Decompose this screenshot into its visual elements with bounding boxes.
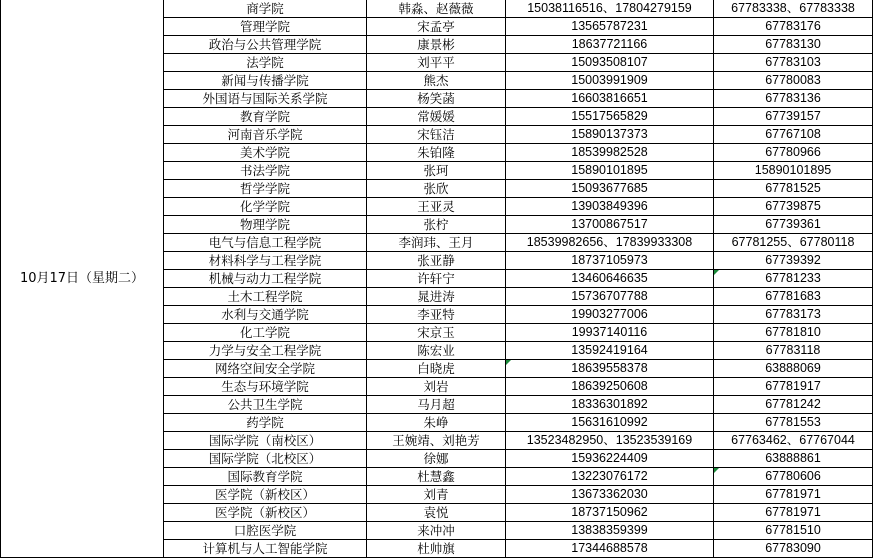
- mobile-cell-text: 13592419164: [571, 343, 648, 357]
- office-phone-cell: [714, 378, 873, 396]
- contact-cell-text: 韩淼、赵薇薇: [398, 1, 474, 16]
- college-cell-text: 化工学院: [239, 325, 290, 340]
- college-cell-text: 材料科学与工程学院: [208, 253, 322, 268]
- contact-cell-text: 杨笑菡: [417, 91, 455, 106]
- mobile-cell: [506, 270, 714, 288]
- contact-cell-text: 刘平平: [417, 55, 455, 70]
- contact-cell-text: 来冲冲: [417, 523, 455, 538]
- contact-cell: [367, 72, 506, 90]
- number-stored-as-text-marker-icon: [714, 270, 719, 275]
- college-cell: [164, 342, 367, 360]
- college-cell-text: 电气与信息工程学院: [208, 235, 322, 250]
- office-phone-cell: [714, 360, 873, 378]
- mobile-cell-text: 18637721166: [571, 37, 648, 51]
- contact-cell: [367, 450, 506, 468]
- office-phone-cell: [714, 540, 873, 558]
- date-cell: 10月17日（星期二）: [1, 0, 164, 558]
- office-phone-cell-text: 67767108: [765, 127, 821, 141]
- college-cell-text: 管理学院: [239, 19, 290, 34]
- mobile-cell: [506, 288, 714, 306]
- college-cell: [164, 126, 367, 144]
- office-phone-cell: [714, 216, 873, 234]
- mobile-cell-text: 18539982656、17839933308: [526, 235, 693, 249]
- mobile-cell-text: 13673362030: [571, 487, 648, 501]
- mobile-cell-text: 15038116516、17804279159: [527, 1, 692, 15]
- contact-cell-text: 刘岩: [423, 379, 449, 394]
- contact-cell: [367, 486, 506, 504]
- mobile-cell: [506, 180, 714, 198]
- mobile-cell-text: 18539982528: [571, 145, 648, 159]
- college-cell-text: 美术学院: [239, 145, 290, 160]
- college-cell: [164, 486, 367, 504]
- college-cell-text: 计算机与人工智能学院: [202, 541, 328, 556]
- contact-cell-text: 张柠: [423, 217, 449, 232]
- contact-cell: [367, 540, 506, 558]
- office-phone-cell-text: 67739361: [765, 217, 821, 231]
- table-body: [1, 0, 873, 558]
- college-cell-text: 国际教育学院: [227, 469, 303, 484]
- mobile-cell: [506, 342, 714, 360]
- college-cell-text: 网络空间安全学院: [214, 361, 315, 376]
- contact-cell: [367, 54, 506, 72]
- college-cell-text: 书法学院: [239, 163, 290, 178]
- office-phone-cell-text: 67780606: [765, 469, 821, 483]
- contact-cell-text: 晁进涛: [417, 289, 455, 304]
- contact-cell: [367, 18, 506, 36]
- mobile-cell: [506, 90, 714, 108]
- office-phone-cell: [714, 522, 873, 540]
- contact-cell: [367, 144, 506, 162]
- office-phone-cell-text: 67781553: [765, 415, 821, 429]
- office-phone-cell: [714, 486, 873, 504]
- contact-cell-text: 张亚静: [417, 253, 455, 268]
- contact-cell-text: 王婉靖、刘艳芳: [392, 433, 480, 448]
- contact-cell: [367, 36, 506, 54]
- college-cell: [164, 450, 367, 468]
- contact-cell: [367, 414, 506, 432]
- mobile-cell-text: 18737150962: [571, 505, 648, 519]
- number-stored-as-text-marker-icon: [714, 468, 719, 473]
- office-phone-cell: [714, 126, 873, 144]
- mobile-cell: [506, 540, 714, 558]
- college-cell-text: 化学学院: [239, 199, 290, 214]
- mobile-cell: [506, 522, 714, 540]
- contact-cell: [367, 324, 506, 342]
- college-cell-text: 力学与安全工程学院: [208, 343, 322, 358]
- contact-cell: [367, 522, 506, 540]
- college-cell: [164, 306, 367, 324]
- contact-cell: [367, 0, 506, 18]
- office-phone-cell-text: 67781917: [765, 379, 821, 393]
- college-cell: [164, 468, 367, 486]
- office-phone-cell-text: 67739875: [765, 199, 821, 213]
- office-phone-cell-text: 67783118: [765, 343, 821, 357]
- college-cell: [164, 504, 367, 522]
- contact-cell: [367, 504, 506, 522]
- college-cell: [164, 378, 367, 396]
- office-phone-cell-text: 67780966: [765, 145, 821, 159]
- office-phone-cell-text: 67781525: [765, 181, 821, 195]
- college-cell-text: 法学院: [246, 55, 284, 70]
- college-cell: [164, 288, 367, 306]
- mobile-cell-text: 15736707788: [571, 289, 648, 303]
- office-phone-cell: [714, 18, 873, 36]
- mobile-cell: [506, 360, 714, 378]
- mobile-cell: [506, 36, 714, 54]
- mobile-cell-text: 13903849396: [571, 199, 648, 213]
- contact-cell-text: 宋孟亭: [417, 19, 455, 34]
- college-cell-text: 机械与动力工程学院: [208, 271, 322, 286]
- contact-cell: [367, 234, 506, 252]
- college-cell-text: 新闻与传播学院: [221, 73, 309, 88]
- contact-cell: [367, 108, 506, 126]
- college-cell-text: 物理学院: [239, 217, 290, 232]
- contact-cell-text: 许轩宁: [417, 271, 455, 286]
- mobile-cell: [506, 432, 714, 450]
- mobile-cell: [506, 468, 714, 486]
- office-phone-cell-text: 67739392: [765, 253, 821, 267]
- office-phone-cell-text: 67781683: [765, 289, 821, 303]
- college-cell: [164, 522, 367, 540]
- office-phone-cell-text: 67781242: [765, 397, 821, 411]
- mobile-cell: [506, 414, 714, 432]
- office-phone-cell: [714, 72, 873, 90]
- mobile-cell-text: 13460646635: [571, 271, 648, 285]
- mobile-cell: [506, 108, 714, 126]
- contact-cell: [367, 378, 506, 396]
- office-phone-cell-text: 67739157: [765, 109, 821, 123]
- contact-cell-text: 王亚灵: [417, 199, 455, 214]
- office-phone-cell-text: 67781510: [765, 523, 821, 537]
- college-cell: [164, 432, 367, 450]
- contact-cell-text: 李润玮、王月: [398, 235, 474, 250]
- mobile-cell: [506, 216, 714, 234]
- college-cell-text: 哲学学院: [239, 181, 290, 196]
- college-cell: [164, 234, 367, 252]
- table-row: [1, 0, 873, 18]
- contact-cell: [367, 306, 506, 324]
- office-phone-cell: [714, 36, 873, 54]
- office-phone-cell-text: 67781233: [765, 271, 821, 285]
- contact-cell: [367, 126, 506, 144]
- office-phone-cell: [714, 108, 873, 126]
- contact-cell: [367, 198, 506, 216]
- mobile-cell: [506, 198, 714, 216]
- college-cell: [164, 108, 367, 126]
- mobile-cell-text: 16603816651: [571, 91, 648, 105]
- mobile-cell-text: 15003991909: [571, 73, 648, 87]
- office-phone-cell: [714, 288, 873, 306]
- college-cell: [164, 324, 367, 342]
- office-phone-cell-text: 67783130: [765, 37, 821, 51]
- college-cell: [164, 198, 367, 216]
- college-cell: [164, 54, 367, 72]
- mobile-cell-text: 18336301892: [571, 397, 648, 411]
- contact-cell-text: 常媛媛: [417, 109, 455, 124]
- mobile-cell: [506, 162, 714, 180]
- college-cell-text: 药学院: [246, 415, 284, 430]
- contact-cell: [367, 468, 506, 486]
- contact-cell-text: 朱峥: [423, 415, 449, 430]
- college-cell-text: 国际学院（北校区）: [208, 451, 322, 466]
- contact-cell-text: 宋钰洁: [417, 127, 455, 142]
- office-phone-cell: [714, 234, 873, 252]
- college-cell-text: 河南音乐学院: [227, 127, 303, 142]
- office-phone-cell-text: 67783136: [765, 91, 821, 105]
- mobile-cell: [506, 126, 714, 144]
- contact-cell-text: 康景彬: [417, 37, 455, 52]
- office-phone-cell: [714, 90, 873, 108]
- office-phone-cell: [714, 270, 873, 288]
- college-cell: [164, 270, 367, 288]
- contact-cell-text: 马月超: [417, 397, 455, 412]
- contact-cell: [367, 288, 506, 306]
- college-cell: [164, 162, 367, 180]
- office-phone-cell: [714, 144, 873, 162]
- office-phone-cell: [714, 198, 873, 216]
- mobile-cell: [506, 486, 714, 504]
- office-phone-cell-text: 63888861: [765, 451, 821, 465]
- college-cell: [164, 360, 367, 378]
- contact-cell-text: 刘青: [423, 487, 449, 502]
- office-phone-cell-text: 67781810: [765, 325, 821, 339]
- mobile-cell: [506, 504, 714, 522]
- college-cell: [164, 72, 367, 90]
- contact-cell: [367, 270, 506, 288]
- mobile-cell: [506, 72, 714, 90]
- office-phone-cell-text: 67783173: [765, 307, 821, 321]
- contact-cell: [367, 396, 506, 414]
- mobile-cell-text: 19903277006: [571, 307, 648, 321]
- office-phone-cell: [714, 252, 873, 270]
- office-phone-cell: [714, 414, 873, 432]
- office-phone-cell: [714, 162, 873, 180]
- contact-cell-text: 熊杰: [423, 73, 449, 88]
- mobile-cell-text: 19937140116: [571, 325, 648, 339]
- contact-cell: [367, 432, 506, 450]
- college-cell-text: 公共卫生学院: [227, 397, 303, 412]
- mobile-cell-text: 13700867517: [571, 217, 648, 231]
- office-phone-cell: [714, 342, 873, 360]
- contact-cell: [367, 360, 506, 378]
- office-phone-cell: [714, 504, 873, 522]
- college-cell-text: 土木工程学院: [227, 289, 303, 304]
- college-cell: [164, 180, 367, 198]
- mobile-cell-text: 15890101895: [571, 163, 648, 177]
- mobile-cell-text: 18639558378: [571, 361, 648, 375]
- college-cell-text: 外国语与国际关系学院: [202, 91, 328, 106]
- contact-cell-text: 白晓虎: [417, 361, 455, 376]
- contact-cell-text: 张珂: [423, 163, 449, 178]
- college-cell-text: 商学院: [246, 1, 284, 16]
- office-phone-cell: [714, 306, 873, 324]
- office-phone-cell-text: 67781971: [765, 487, 821, 501]
- college-cell: [164, 414, 367, 432]
- contact-cell: [367, 162, 506, 180]
- college-cell: [164, 90, 367, 108]
- office-phone-cell-text: 67783103: [765, 55, 821, 69]
- mobile-cell-text: 13223076172: [571, 469, 648, 483]
- mobile-cell: [506, 396, 714, 414]
- mobile-cell: [506, 324, 714, 342]
- office-phone-cell: [714, 54, 873, 72]
- college-cell-text: 教育学院: [239, 109, 290, 124]
- mobile-cell: [506, 234, 714, 252]
- office-phone-cell-text: 67781971: [765, 505, 821, 519]
- mobile-cell: [506, 54, 714, 72]
- mobile-cell: [506, 306, 714, 324]
- mobile-cell-text: 15093508107: [571, 55, 648, 69]
- mobile-cell-text: 18737105973: [571, 253, 648, 267]
- college-cell: [164, 396, 367, 414]
- contact-cell-text: 陈宏业: [417, 343, 455, 358]
- mobile-cell-text: 15890137373: [571, 127, 648, 141]
- mobile-cell-text: 13523482950、13523539169: [526, 433, 693, 447]
- mobile-cell: [506, 450, 714, 468]
- college-cell: [164, 252, 367, 270]
- mobile-cell-text: 17344688578: [571, 541, 648, 555]
- mobile-cell-text: 15631610992: [571, 415, 648, 429]
- contact-cell-text: 张欣: [423, 181, 449, 196]
- college-cell: [164, 0, 367, 18]
- contact-cell-text: 袁悦: [423, 505, 449, 520]
- mobile-cell: [506, 378, 714, 396]
- office-phone-cell: [714, 324, 873, 342]
- contact-cell: [367, 90, 506, 108]
- mobile-cell-text: 15936224409: [571, 451, 648, 465]
- contact-cell: [367, 216, 506, 234]
- college-cell-text: 医学院（新校区）: [214, 487, 315, 502]
- mobile-cell: [506, 0, 714, 18]
- contact-cell-text: 李亚特: [417, 307, 455, 322]
- office-phone-cell-text: 67781255、67780118: [731, 235, 855, 249]
- number-stored-as-text-marker-icon: [506, 360, 511, 365]
- office-phone-cell-text: 67780083: [765, 73, 821, 87]
- mobile-cell: [506, 18, 714, 36]
- mobile-cell-text: 13838359399: [571, 523, 648, 537]
- contact-cell-text: 朱铂隆: [417, 145, 455, 160]
- contact-cell-text: 杜帅旗: [417, 541, 455, 556]
- college-cell: [164, 144, 367, 162]
- mobile-cell: [506, 252, 714, 270]
- office-phone-cell: [714, 0, 873, 18]
- office-phone-cell: [714, 432, 873, 450]
- contact-cell: [367, 342, 506, 360]
- contact-cell-text: 杜慧鑫: [417, 469, 455, 484]
- college-cell: [164, 540, 367, 558]
- mobile-cell-text: 15093677685: [571, 181, 648, 195]
- office-phone-cell: [714, 180, 873, 198]
- college-cell-text: 生态与环境学院: [221, 379, 309, 394]
- office-phone-cell-text: 15890101895: [754, 163, 832, 177]
- mobile-cell-text: 15517565829: [571, 109, 648, 123]
- contact-cell: [367, 252, 506, 270]
- college-cell-text: 水利与交通学院: [221, 307, 309, 322]
- office-phone-cell: [714, 396, 873, 414]
- college-cell-text: 国际学院（南校区）: [208, 433, 322, 448]
- office-phone-cell-text: 67783176: [765, 19, 821, 33]
- college-cell: [164, 18, 367, 36]
- mobile-cell-text: 13565787231: [571, 19, 648, 33]
- college-cell: [164, 36, 367, 54]
- office-phone-cell: [714, 450, 873, 468]
- office-phone-cell-text: 67783338、67783338: [731, 1, 855, 15]
- office-phone-cell-text: 67763462、67767044: [731, 433, 855, 447]
- contact-cell: [367, 180, 506, 198]
- college-cell: [164, 216, 367, 234]
- office-phone-cell: [714, 468, 873, 486]
- college-cell-text: 政治与公共管理学院: [208, 37, 322, 52]
- mobile-cell-text: 18639250608: [571, 379, 648, 393]
- contact-cell-text: 徐娜: [423, 451, 449, 466]
- contact-cell-text: 宋京玉: [417, 325, 455, 340]
- mobile-cell: [506, 144, 714, 162]
- college-cell-text: 医学院（新校区）: [214, 505, 315, 520]
- office-phone-cell-text: 67783090: [765, 541, 821, 555]
- office-phone-cell-text: 63888069: [765, 361, 821, 375]
- college-cell-text: 口腔医学院: [233, 523, 297, 538]
